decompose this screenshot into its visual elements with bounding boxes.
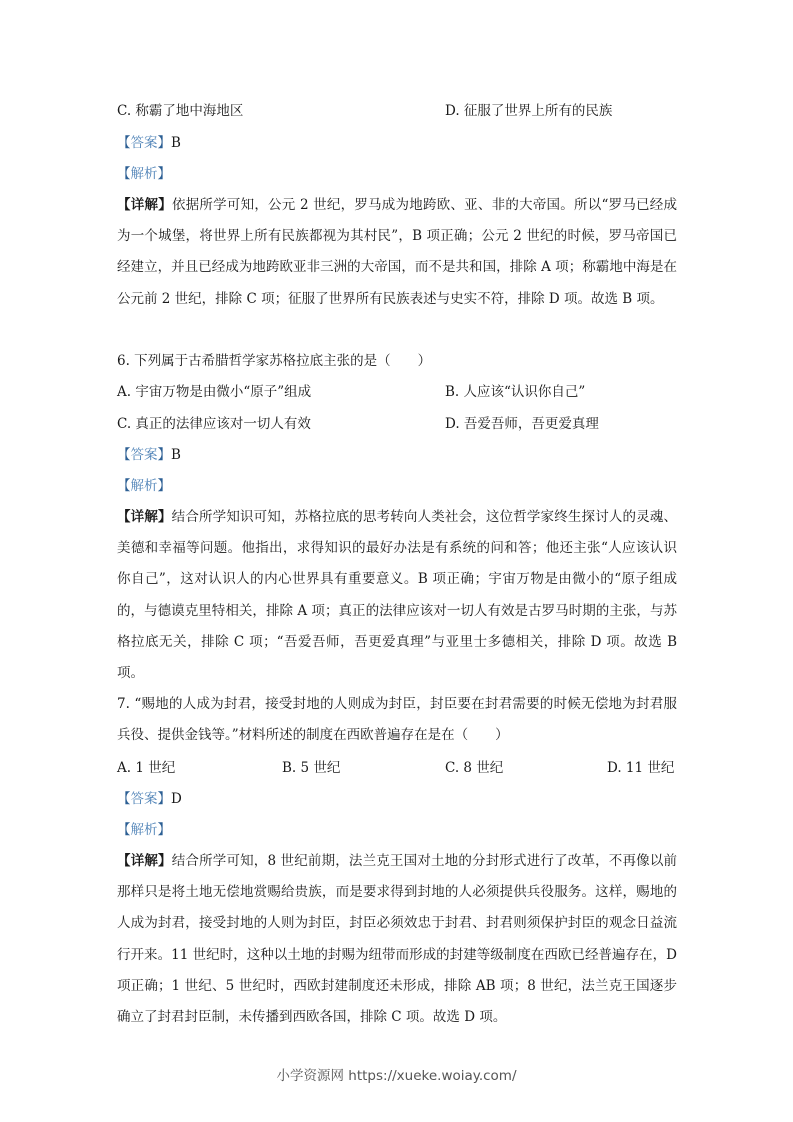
answer-label: 答案 <box>130 135 158 151</box>
q6-option-c: C. 真正的法律应该对一切人有效 <box>117 416 311 432</box>
detail-text: 依据所学可知，公元 2 世纪，罗马成为地跨欧、亚、非的大帝国。所以“罗马已经成为一个城堡，将世界上所有民族都视为其村民”，B 项正确；公元 2 世纪的时候，罗马帝国已经建立，并且已经成为地跨欧亚非三洲的大帝国，而不是共和国，排除 A 项；称霸地中海是在公元前 2 世纪，排除 C 项；征服了世界所有民族表述与史实不符，排除 D 项。故选 B 项。 <box>117 197 678 307</box>
bracket-open: 【 <box>117 478 131 494</box>
q7-detail <box>117 846 677 1033</box>
bracket-open: 【 <box>117 135 131 151</box>
detail-label: 【详解】 <box>117 509 172 525</box>
answer-value: D <box>171 791 182 807</box>
bracket-close: 】 <box>157 791 171 807</box>
answer-value: B <box>171 135 181 151</box>
q6-option-b: B. 人应该“认识你自己” <box>445 384 586 400</box>
q5-option-d: D. 征服了世界上所有的民族 <box>445 103 613 119</box>
bracket-open: 【 <box>117 166 131 182</box>
detail-label-text: 详解 <box>130 197 159 213</box>
q6-answer <box>117 445 677 465</box>
bracket-close: 】 <box>157 135 171 151</box>
q5-detail <box>117 190 677 315</box>
q6-option-d: D. 吾爱吾师，吾更爱真理 <box>445 416 599 432</box>
detail-label-text: 详解 <box>130 509 158 525</box>
q7-option-d: D. 11 世纪 <box>607 760 675 776</box>
bracket-open: 【 <box>117 447 131 463</box>
bracket-close: 】 <box>157 822 171 838</box>
answer-label: 答案 <box>130 447 158 463</box>
q7-option-c: C. 8 世纪 <box>445 760 504 776</box>
analysis-label: 解析 <box>130 166 158 182</box>
analysis-label: 解析 <box>130 822 158 838</box>
analysis-label: 解析 <box>130 478 158 494</box>
bracket-close: 】 <box>157 447 171 463</box>
q5-analysis-heading <box>117 164 677 184</box>
q7-stem: 7. “赐地的人成为封君，接受封地的人则成为封臣，封臣要在封君需要的时候无偿地为封君服兵役、提供金钱等。”材料所述的制度在西欧普遍存在是在（ ） <box>117 696 677 744</box>
q7-option-a: A. 1 世纪 <box>117 760 176 776</box>
q6-stem: 6. 下列属于古希腊哲学家苏格拉底主张的是（ ） <box>117 353 432 369</box>
detail-label: 【详解】 <box>117 853 172 869</box>
q7-answer <box>117 789 677 809</box>
q6-option-a: A. 宇宙万物是由微小“原子”组成 <box>117 384 312 400</box>
q7-analysis-heading <box>117 820 677 840</box>
q7-option-b: B. 5 世纪 <box>282 760 341 776</box>
answer-label: 答案 <box>130 791 158 807</box>
q5-answer <box>117 133 677 153</box>
q6-analysis-heading <box>117 476 677 496</box>
detail-label: 【详解】 <box>117 197 172 213</box>
bracket-open: 【 <box>117 791 131 807</box>
footer-watermark: 小学资源网 https://xueke.woiay.com/ <box>276 1068 517 1084</box>
q5-option-c: C. 称霸了地中海地区 <box>117 103 244 119</box>
bracket-open: 【 <box>117 822 131 838</box>
bracket-close: 】 <box>157 166 171 182</box>
detail-text: 结合所学知识可知，苏格拉底的思考转向人类社会，这位哲学家终生探讨人的灵魂、美德和幸福等问题。他指出，求得知识的最好办法是有系统的问和答；他还主张“人应该认识你自己”，这对认识人的内心世界具有重要意义。B 项正确；宇宙万物是由微小的“原子组成的，与德谟克里特相关，排除 A 项；真正的法律应该对一切人有效是古罗马时期的主张，与苏格拉底无关，排除 C 项；“吾爱吾师，吾更爱真理”与亚里士多德相关，排除 D 项。故选 B 项。 <box>117 509 678 682</box>
detail-text: 结合所学可知，8 世纪前期，法兰克王国对土地的分封形式进行了改革，不再像以前那样只是将土地无偿地赏赐给贵族，而是要求得到封地的人必须提供兵役服务。这样，赐地的人成为封君，接受封地的人则为封臣，封臣必须效忠于封君、封君则须保护封臣的观念日益流行开来。11 世纪时，这种以土地的封赐为纽带而形成的封建等级制度在西欧已经普遍存在，D 项正确；1 世纪、5 世纪时，西欧封建制度还未形成，排除 AB 项；8 世纪，法兰克王国逐步确立了封君封臣制，未传播到西欧各国，排除 C 项。故选 D 项。 <box>117 853 678 1026</box>
answer-value: B <box>171 447 181 463</box>
bracket-close: 】 <box>157 478 171 494</box>
detail-label-text: 详解 <box>130 853 159 869</box>
q6-detail <box>117 502 677 689</box>
